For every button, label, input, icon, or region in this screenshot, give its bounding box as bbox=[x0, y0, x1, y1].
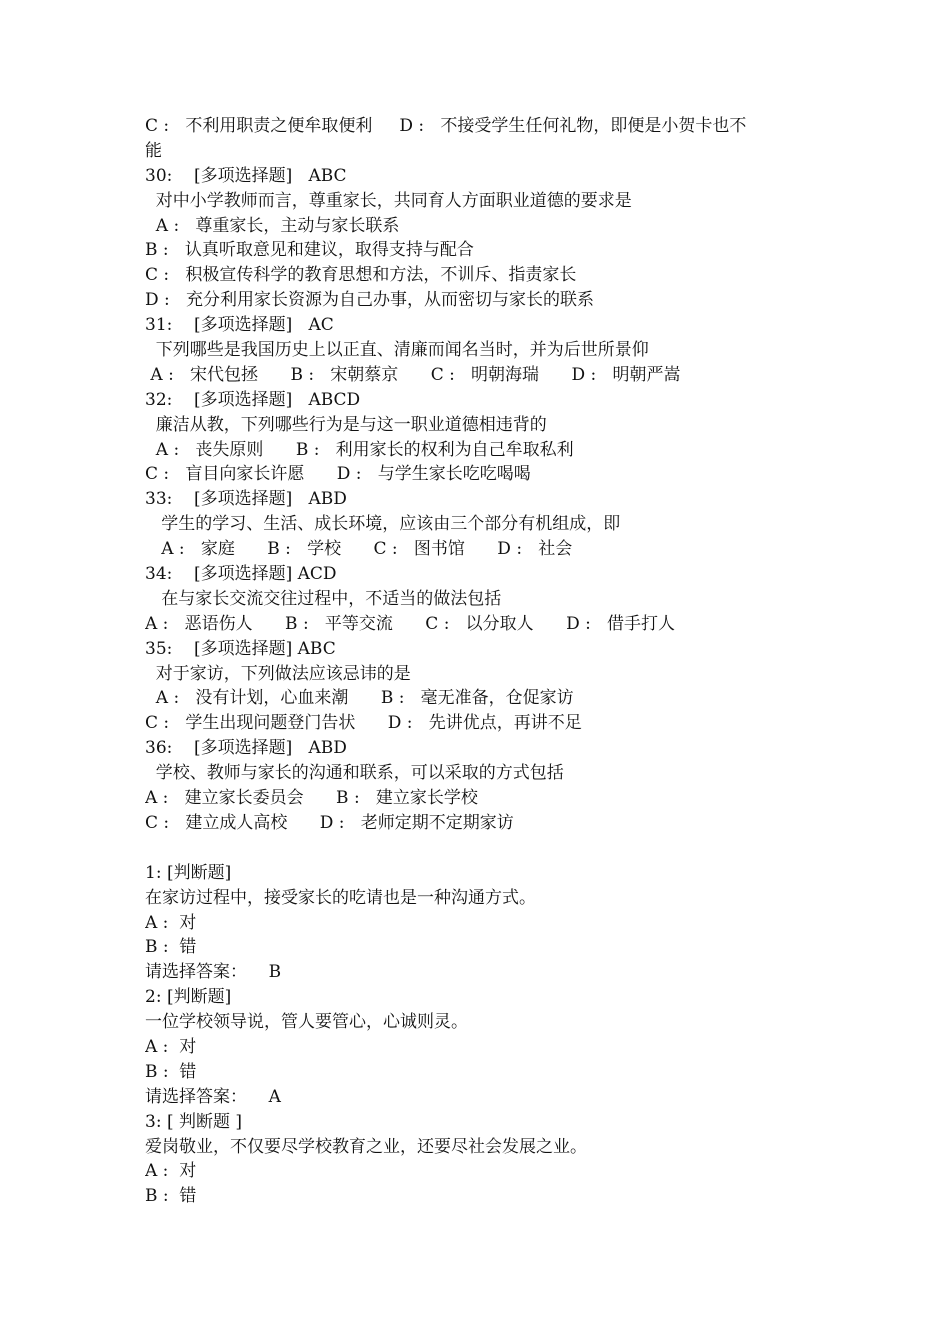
text-line: C : 学生出现问题登门告状 D : 先讲优点，再讲不足 bbox=[145, 713, 582, 734]
text-line: 31: [多项选择题] AC bbox=[145, 315, 334, 336]
text-line: 1: [判断题] bbox=[145, 862, 232, 883]
text-line: A : 宋代包拯 B : 宋朝蔡京 C : 明朝海瑞 D : 明朝严嵩 bbox=[145, 364, 681, 385]
text-line: 学校、教师与家长的沟通和联系，可以采取的方式包括 bbox=[145, 763, 564, 784]
text-line: C : 建立成人高校 D : 老师定期不定期家访 bbox=[145, 812, 514, 833]
text-line: 30: [多项选择题] ABC bbox=[145, 165, 347, 186]
text-line: 爱岗敬业，不仅要尽学校教育之业，还要尽社会发展之业。 bbox=[145, 1136, 587, 1157]
text-line: 请选择答案： A bbox=[145, 1086, 281, 1107]
text-line: 廉洁从教，下列哪些行为是与这一职业道德相违背的 bbox=[145, 414, 547, 435]
text-line: D : 充分利用家长资源为自己办事，从而密切与家长的联系 bbox=[145, 290, 594, 311]
text-line: B : 错 bbox=[145, 937, 197, 958]
text-line: 32: [多项选择题] ABCD bbox=[145, 389, 361, 410]
text-line: A : 建立家长委员会 B : 建立家长学校 bbox=[145, 788, 478, 809]
text-line: B : 错 bbox=[145, 1061, 197, 1082]
text-line bbox=[145, 836, 825, 861]
text-line: A : 家庭 B : 学校 C : 图书馆 D : 社会 bbox=[145, 539, 573, 560]
text-line: A : 没有计划，心血来潮 B : 毫无准备，仓促家访 bbox=[145, 688, 574, 709]
text-line: 36: [多项选择题] ABD bbox=[145, 738, 347, 759]
text-line: 2: [判断题] bbox=[145, 987, 232, 1008]
text-line: A : 对 bbox=[145, 912, 197, 933]
text-line: 对于家访，下列做法应该忌讳的是 bbox=[145, 663, 411, 684]
text-line: C : 盲目向家长许愿 D : 与学生家长吃吃喝喝 bbox=[145, 464, 531, 485]
text-line: 学生的学习、生活、成长环境，应该由三个部分有机组成，即 bbox=[145, 514, 621, 535]
text-line: C : 积极宣传科学的教育思想和方法，不训斥、指责家长 bbox=[145, 265, 577, 286]
text-line: 在家访过程中，接受家长的吃请也是一种沟通方式。 bbox=[145, 887, 536, 908]
text-line: A : 丧失原则 B : 利用家长的权利为自己牟取私利 bbox=[145, 439, 574, 460]
document-body bbox=[145, 114, 825, 1209]
text-line: 能 bbox=[145, 140, 162, 161]
text-line: 在与家长交流交往过程中，不适当的做法包括 bbox=[145, 588, 502, 609]
text-line: 34: [多项选择题] ACD bbox=[145, 564, 337, 585]
text-line: 请选择答案： B bbox=[145, 962, 282, 983]
text-line: A : 恶语伤人 B : 平等交流 C : 以分取人 D : 借手打人 bbox=[145, 613, 676, 634]
text-line: B : 认真听取意见和建议，取得支持与配合 bbox=[145, 240, 474, 261]
text-line: 下列哪些是我国历史上以正直、清廉而闻名当时，并为后世所景仰 bbox=[145, 340, 649, 361]
text-line: 33: [多项选择题] ABD bbox=[145, 489, 347, 510]
text-line: B : 错 bbox=[145, 1186, 197, 1207]
text-line: A : 对 bbox=[145, 1036, 197, 1057]
text-line: 对中小学教师而言，尊重家长，共同育人方面职业道德的要求是 bbox=[145, 190, 632, 211]
text-line: 35: [多项选择题] ABC bbox=[145, 638, 336, 659]
text-line: 3: [ 判断题 ] bbox=[145, 1111, 243, 1132]
text-line: A : 对 bbox=[145, 1161, 197, 1182]
text-line: A : 尊重家长，主动与家长联系 bbox=[145, 215, 400, 236]
text-line: C : 不利用职责之便牟取便利 D : 不接受学生任何礼物，即便是小贺卡也不 bbox=[145, 116, 747, 136]
text-line: 一位学校领导说，管人要管心，心诚则灵。 bbox=[145, 1012, 468, 1033]
